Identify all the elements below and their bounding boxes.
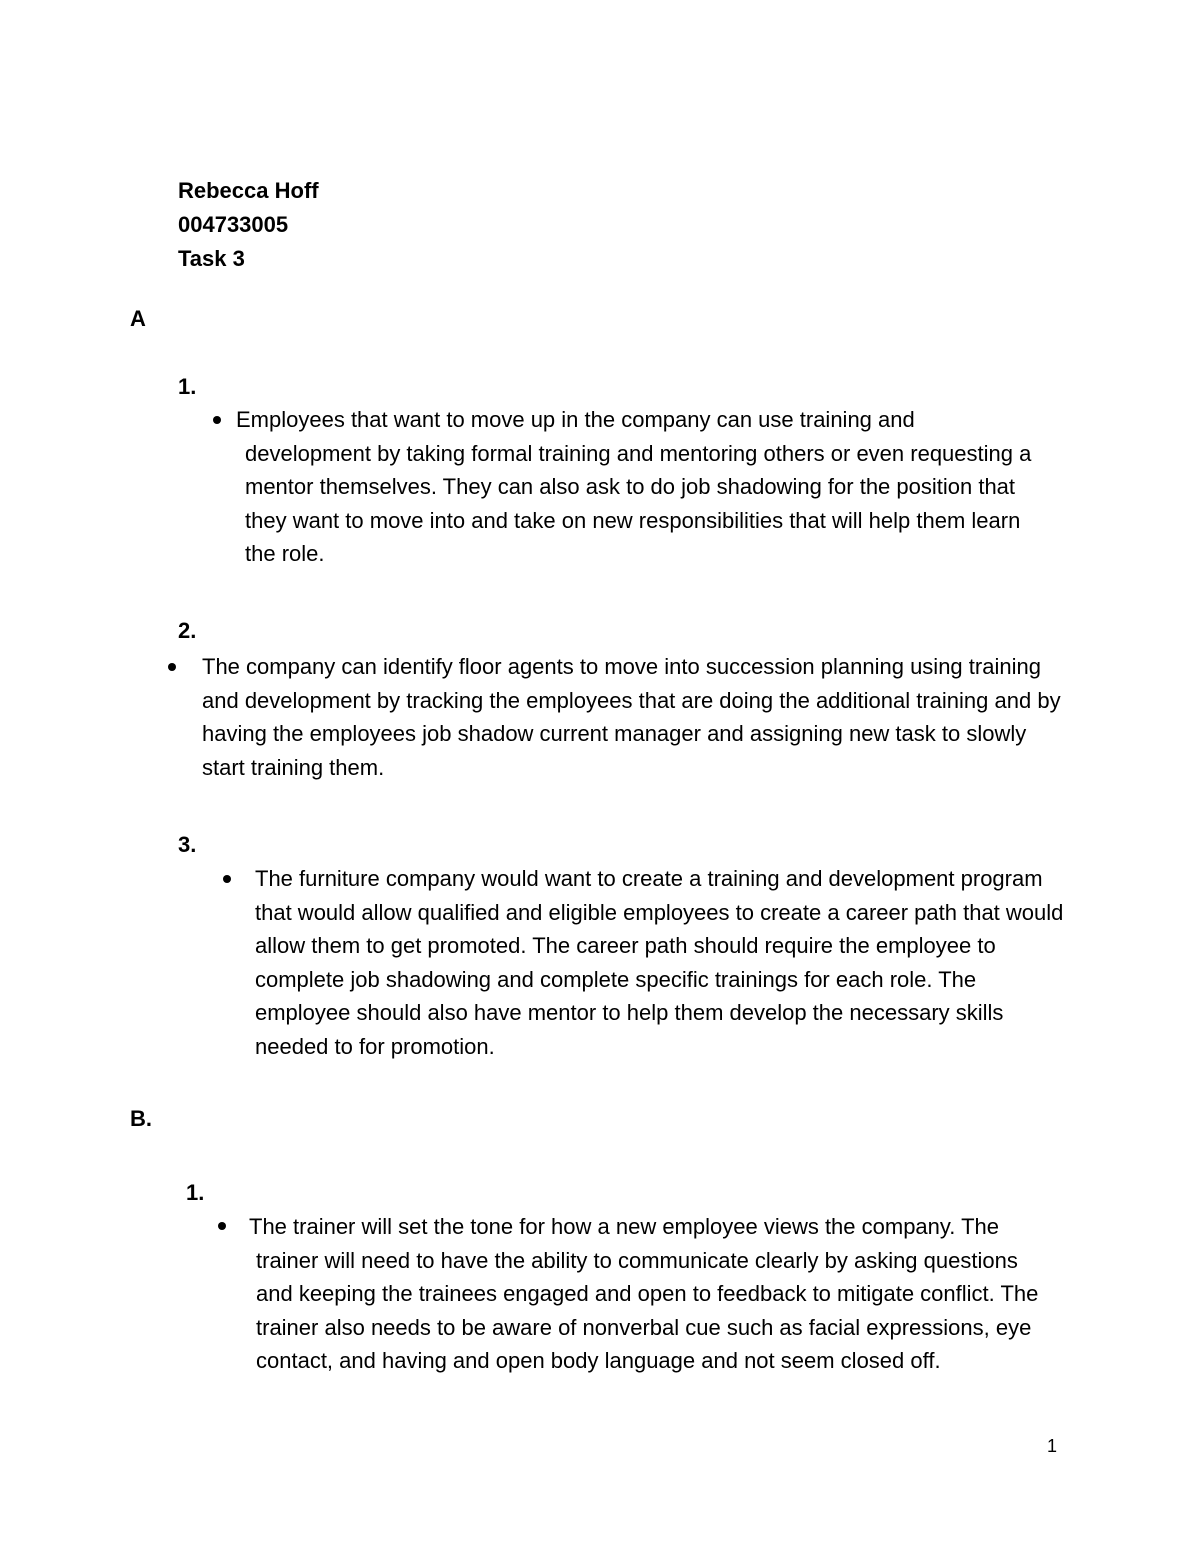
page-number: 1	[1047, 1436, 1058, 1456]
bullet-icon	[223, 875, 231, 883]
task-title: Task 3	[178, 246, 245, 271]
bullet-icon	[213, 416, 221, 424]
author-name: Rebecca Hoff	[178, 178, 319, 203]
section-a-label: A	[130, 306, 146, 331]
section-a-item-1-text: Employees that want to move up in the company can use training and development by taking formal training and mentoring others or even requesting a mentor themselves. They can also ask to do job shadowing for the position that they want to move into and take on new responsibilities that will help them learn the role.	[236, 407, 1032, 567]
section-a-item-3-number: 3.	[178, 832, 197, 857]
section-b-label: B.	[130, 1106, 152, 1131]
bullet-icon	[168, 663, 176, 671]
section-b-item-1-number: 1.	[186, 1180, 205, 1205]
section-a-item-2-number: 2.	[178, 618, 197, 643]
section-b-item-1-text: The trainer will set the tone for how a new employee views the company. The trainer will need to have the ability to communicate clearly by asking questions and keeping the trainees engaged and open to feedback to mitigate conflict. The trainer also needs to be aware of nonverbal cue such as facial expressions, eye contact, and having and open body language and not seem closed off.	[249, 1214, 1039, 1374]
bullet-icon	[218, 1222, 226, 1230]
section-a-item-2-text: The company can identify floor agents to move into succession planning using training and development by tracking the employees that are doing the additional training and by having the employees job shadow current manager and assigning new task to slowly start training them.	[202, 654, 1061, 780]
student-id: 004733005	[178, 212, 289, 237]
section-a-item-1-number: 1.	[178, 374, 197, 399]
section-a-item-3-text: The furniture company would want to create a training and development program that would allow qualified and eligible employees to create a career path that would allow them to get promoted. The career path should require the employee to complete job shadowing and complete specific trainings for each role. The employee should also have mentor to help them develop the necessary skills needed to for promotion.	[255, 866, 1064, 1059]
